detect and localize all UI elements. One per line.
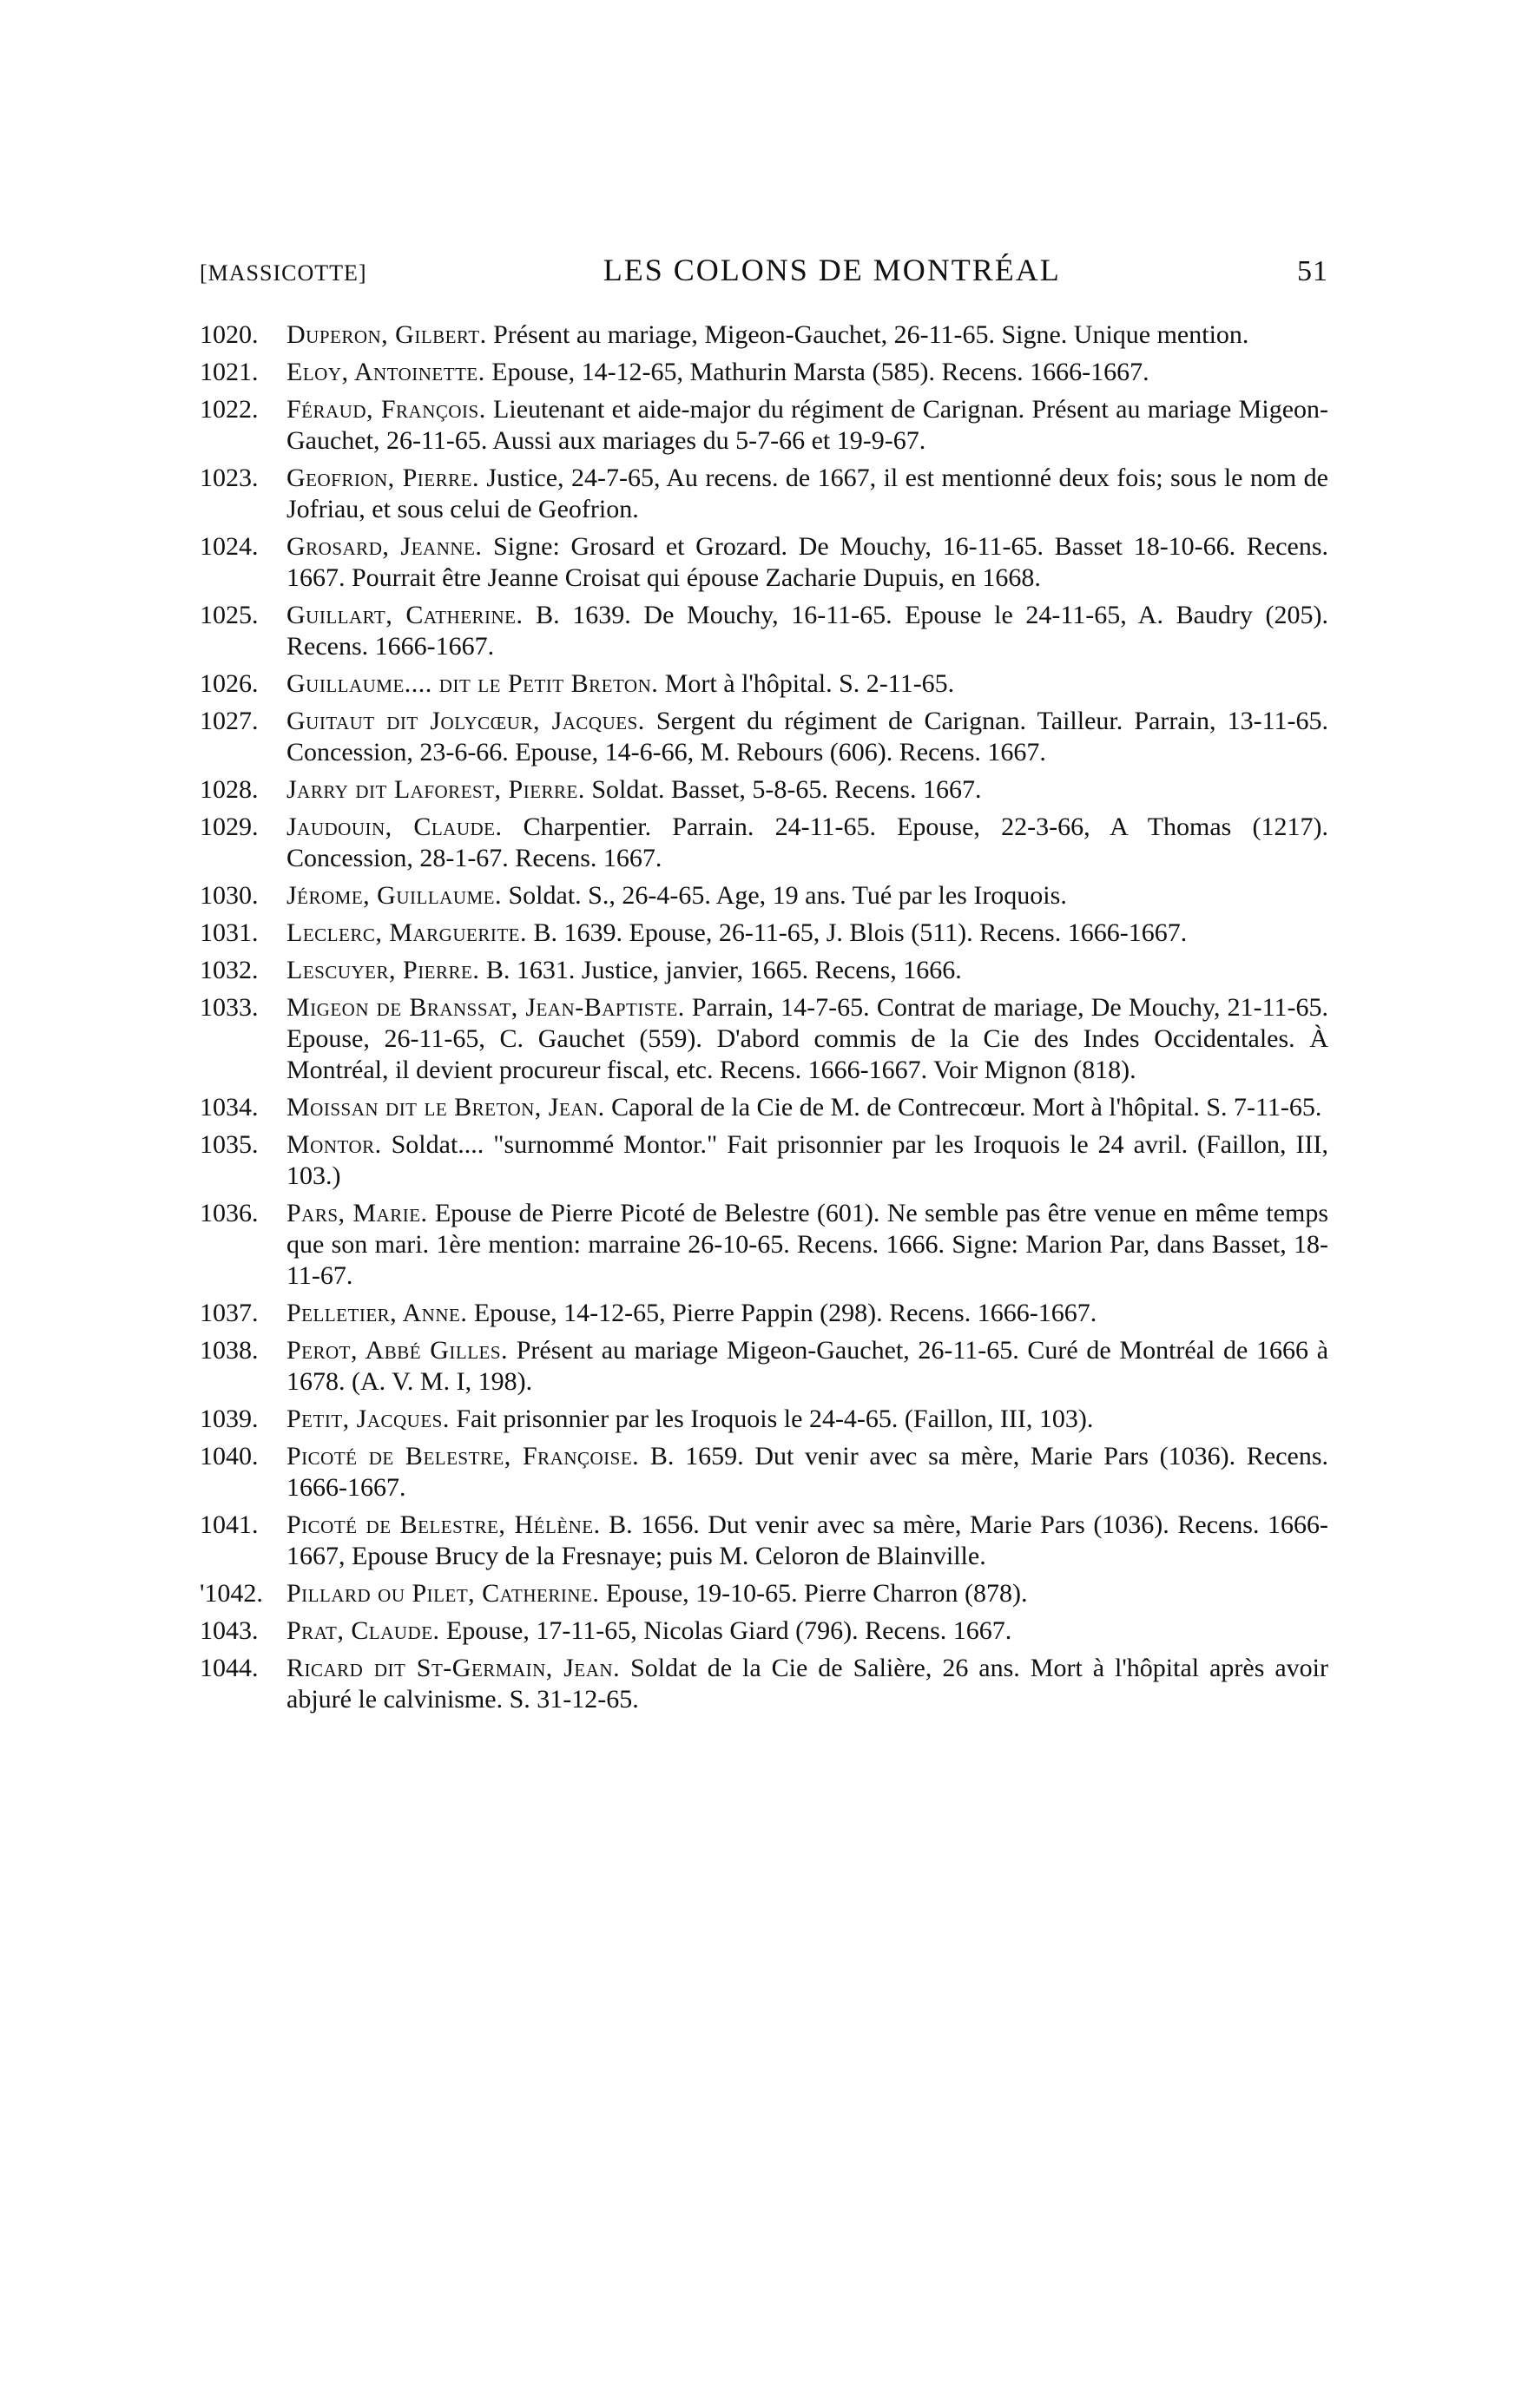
entry-name: Jérome, Guillaume. xyxy=(286,881,502,910)
entry-number: '1042. xyxy=(200,1579,263,1608)
entry-name: Picoté de Belestre, Hélène. xyxy=(286,1510,601,1539)
entry-body xyxy=(286,319,1328,351)
page-title: LES COLONS DE MONTRÉAL xyxy=(603,253,1061,287)
entry-number: 1028. xyxy=(200,775,259,804)
entry-body xyxy=(286,1615,1328,1647)
entry-text: Soldat. Basset, 5-8-65. Recens. 1667. xyxy=(591,775,982,804)
list-item xyxy=(200,1578,1328,1609)
entry-body xyxy=(286,918,1328,949)
entry-name: Jarry dit Laforest, Pierre. xyxy=(286,775,585,804)
entry-name: Féraud, François. xyxy=(286,395,486,424)
entry-name: Moissan dit le Breton, Jean. xyxy=(286,1093,605,1122)
list-item xyxy=(200,880,1328,911)
entry-text: Soldat.... "surnommé Montor." Fait prisonnier par les Iroquois le 24 avril. (Faillon, III, 103.) xyxy=(286,1130,1329,1190)
entry-text: Justice, 24-7-65, Au recens. de 1667, il est mentionné deux fois; sous le nom de Jofriau, et sous celui de Geofrion. xyxy=(286,464,1329,523)
entry-number: 1044. xyxy=(200,1654,259,1682)
list-item xyxy=(200,394,1328,457)
entry-body xyxy=(286,394,1328,457)
entry-body xyxy=(286,357,1328,388)
entry-name: Pelletier, Anne. xyxy=(286,1299,468,1327)
entry-text: Lieutenant et aide-major du régiment de Carignan. Présent au mariage Migeon-Gauchet, 26-11-65. Aussi aux mariages du 5-7-66 et 19-9-67. xyxy=(286,395,1329,455)
entry-body xyxy=(286,1653,1328,1715)
entry-body xyxy=(286,1510,1328,1572)
entry-number: 1022. xyxy=(200,395,259,424)
entry-body xyxy=(286,955,1328,986)
entry-body xyxy=(286,531,1328,594)
list-item xyxy=(200,955,1328,986)
entry-body xyxy=(286,1578,1328,1609)
entry-name: Guillart, Catherine. xyxy=(286,601,524,629)
entry-number: 1041. xyxy=(200,1510,259,1539)
entry-text: Signe: Grosard et Grozard. De Mouchy, 16-11-65. Basset 18-10-66. Recens. 1667. Pourrait être Jeanne Croisat qui épouse Zacharie Dupuis, en 1668. xyxy=(286,532,1329,592)
list-item xyxy=(200,1335,1328,1398)
entry-name: Geofrion, Pierre. xyxy=(286,464,479,492)
entry-name: Pillard ou Pilet, Catherine. xyxy=(286,1579,600,1608)
entry-body xyxy=(286,600,1328,662)
entry-text: Epouse, 14-12-65, Mathurin Marsta (585). Recens. 1666-1667. xyxy=(491,358,1149,386)
entry-name: Eloy, Antoinette. xyxy=(286,358,485,386)
list-item xyxy=(200,706,1328,768)
list-item xyxy=(200,319,1328,351)
entry-body xyxy=(286,1092,1328,1123)
entry-text: B. 1639. Epouse, 26-11-65, J. Blois (511). Recens. 1666-1667. xyxy=(533,918,1188,947)
list-item xyxy=(200,531,1328,594)
list-item xyxy=(200,1298,1328,1329)
list-item xyxy=(200,463,1328,525)
list-item xyxy=(200,992,1328,1086)
entry-number: 1023. xyxy=(200,464,259,492)
entry-name: Migeon de Branssat, Jean-Baptiste. xyxy=(286,993,685,1022)
entry-name: Guillaume.... dit le Petit Breton. xyxy=(286,669,659,698)
entry-number: 1030. xyxy=(200,881,259,910)
entry-text: Epouse, 19-10-65. Pierre Charron (878). xyxy=(605,1579,1028,1608)
entry-number: 1037. xyxy=(200,1299,259,1327)
list-item xyxy=(200,357,1328,388)
entry-text: Présent au mariage Migeon-Gauchet, 26-11-65. Curé de Montréal de 1666 à 1678. (A. V. M. I, 198). xyxy=(286,1336,1329,1396)
entry-body xyxy=(286,1404,1328,1435)
author-label: [MASSICOTTE] xyxy=(200,260,367,286)
entry-number: 1032. xyxy=(200,956,259,984)
page-number: 51 xyxy=(1297,255,1328,287)
entry-number: 1029. xyxy=(200,813,259,841)
entry-number: 1034. xyxy=(200,1093,259,1122)
entry-number: 1035. xyxy=(200,1130,259,1159)
list-item xyxy=(200,1615,1328,1647)
entry-text: Soldat. S., 26-4-65. Age, 19 ans. Tué par les Iroquois. xyxy=(508,881,1067,910)
entry-name: Guitaut dit Jolycœur, Jacques. xyxy=(286,707,645,735)
list-item xyxy=(200,774,1328,806)
entry-name: Perot, Abbé Gilles. xyxy=(286,1336,509,1365)
entry-name: Ricard dit St-Germain, Jean. xyxy=(286,1654,621,1682)
entry-name: Picoté de Belestre, Françoise. xyxy=(286,1442,640,1470)
entry-number: 1038. xyxy=(200,1336,259,1365)
list-item xyxy=(200,1653,1328,1715)
list-item xyxy=(200,1092,1328,1123)
entry-number: 1020. xyxy=(200,320,259,349)
entry-text: Soldat de la Cie de Salière, 26 ans. Mort à l'hôpital après avoir abjuré le calvinisme. S. 31-12-65. xyxy=(286,1654,1328,1714)
entry-text: Fait prisonnier par les Iroquois le 24-4-65. (Faillon, III, 103). xyxy=(456,1405,1094,1433)
entry-name: Petit, Jacques. xyxy=(286,1405,450,1433)
list-item xyxy=(200,668,1328,700)
list-item xyxy=(200,1441,1328,1503)
entry-body xyxy=(286,706,1328,768)
entry-name: Jaudouin, Claude. xyxy=(286,813,503,841)
entry-number: 1043. xyxy=(200,1616,259,1645)
list-item xyxy=(200,812,1328,874)
entry-text: B. 1631. Justice, janvier, 1665. Recens, 1666. xyxy=(485,956,962,984)
entry-body xyxy=(286,1198,1328,1292)
entry-body xyxy=(286,1129,1328,1192)
entry-number: 1026. xyxy=(200,669,259,698)
entry-body xyxy=(286,1298,1328,1329)
entry-name: Leclerc, Marguerite. xyxy=(286,918,527,947)
entry-body xyxy=(286,1335,1328,1398)
entry-name: Grosard, Jeanne. xyxy=(286,532,483,561)
entry-text: Parrain, 14-7-65. Contrat de mariage, De Mouchy, 21-11-65. Epouse, 26-11-65, C. Gauchet (559). D'abord commis de la Cie des Indes Occidentales. À Montréal, il devient procureur fiscal, etc. Recens. 1666-1667. Voir Mignon (818). xyxy=(286,993,1328,1084)
entry-name: Prat, Claude. xyxy=(286,1616,440,1645)
list-item xyxy=(200,1404,1328,1435)
list-item xyxy=(200,1198,1328,1292)
entry-body xyxy=(286,463,1328,525)
list-item xyxy=(200,1129,1328,1192)
entry-name: Duperon, Gilbert. xyxy=(286,320,487,349)
entry-body xyxy=(286,774,1328,806)
entry-body xyxy=(286,812,1328,874)
entry-number: 1025. xyxy=(200,601,259,629)
entry-number: 1031. xyxy=(200,918,259,947)
entry-number: 1040. xyxy=(200,1442,259,1470)
entry-text: Mort à l'hôpital. S. 2-11-65. xyxy=(664,669,955,698)
entry-number: 1024. xyxy=(200,532,259,561)
entry-text: Sergent du régiment de Carignan. Tailleur. Parrain, 13-11-65. Concession, 23-6-66. Epouse, 14-6-66, M. Rebours (606). Recens. 1667. xyxy=(286,707,1328,766)
entry-body xyxy=(286,992,1328,1086)
entry-text: B. 1639. De Mouchy, 16-11-65. Epouse le 24-11-65, A. Baudry (205). Recens. 1666-1667. xyxy=(286,601,1328,661)
entry-name: Lescuyer, Pierre. xyxy=(286,956,480,984)
entry-name: Montor. xyxy=(286,1130,382,1159)
entry-text: Charpentier. Parrain. 24-11-65. Epouse, 22-3-66, A Thomas (1217). Concession, 28-1-67. Recens. 1667. xyxy=(286,813,1329,872)
entry-number: 1039. xyxy=(200,1405,259,1433)
list-item xyxy=(200,918,1328,949)
entry-text: Présent au mariage, Migeon-Gauchet, 26-11-65. Signe. Unique mention. xyxy=(493,320,1249,349)
running-header xyxy=(200,252,1328,288)
entry-number: 1036. xyxy=(200,1199,259,1227)
entry-text: Epouse de Pierre Picoté de Belestre (601). Ne semble pas être venue en même temps que son mari. 1ère mention: marraine 26-10-65. Recens. 1666. Signe: Marion Par, dans Basset, 18-11-67. xyxy=(286,1199,1328,1290)
entry-text: B. 1659. Dut venir avec sa mère, Marie Pars (1036). Recens. 1666-1667. xyxy=(286,1442,1329,1502)
entry-name: Pars, Marie. xyxy=(286,1199,428,1227)
entry-text: Caporal de la Cie de M. de Contrecœur. Mort à l'hôpital. S. 7-11-65. xyxy=(611,1093,1322,1122)
list-item xyxy=(200,600,1328,662)
entry-number: 1033. xyxy=(200,993,259,1022)
entry-text: B. 1656. Dut venir avec sa mère, Marie Pars (1036). Recens. 1666-1667, Epouse Brucy de la Fresnaye; puis M. Celoron de Blainville. xyxy=(286,1510,1328,1570)
entry-body xyxy=(286,880,1328,911)
list-item xyxy=(200,1510,1328,1572)
entry-text: Epouse, 17-11-65, Nicolas Giard (796). Recens. 1667. xyxy=(446,1616,1012,1645)
page xyxy=(200,252,1328,1721)
entry-number: 1027. xyxy=(200,707,259,735)
entry-body xyxy=(286,1441,1328,1503)
entry-number: 1021. xyxy=(200,358,259,386)
entry-body xyxy=(286,668,1328,700)
entry-text: Epouse, 14-12-65, Pierre Pappin (298). Recens. 1666-1667. xyxy=(473,1299,1097,1327)
